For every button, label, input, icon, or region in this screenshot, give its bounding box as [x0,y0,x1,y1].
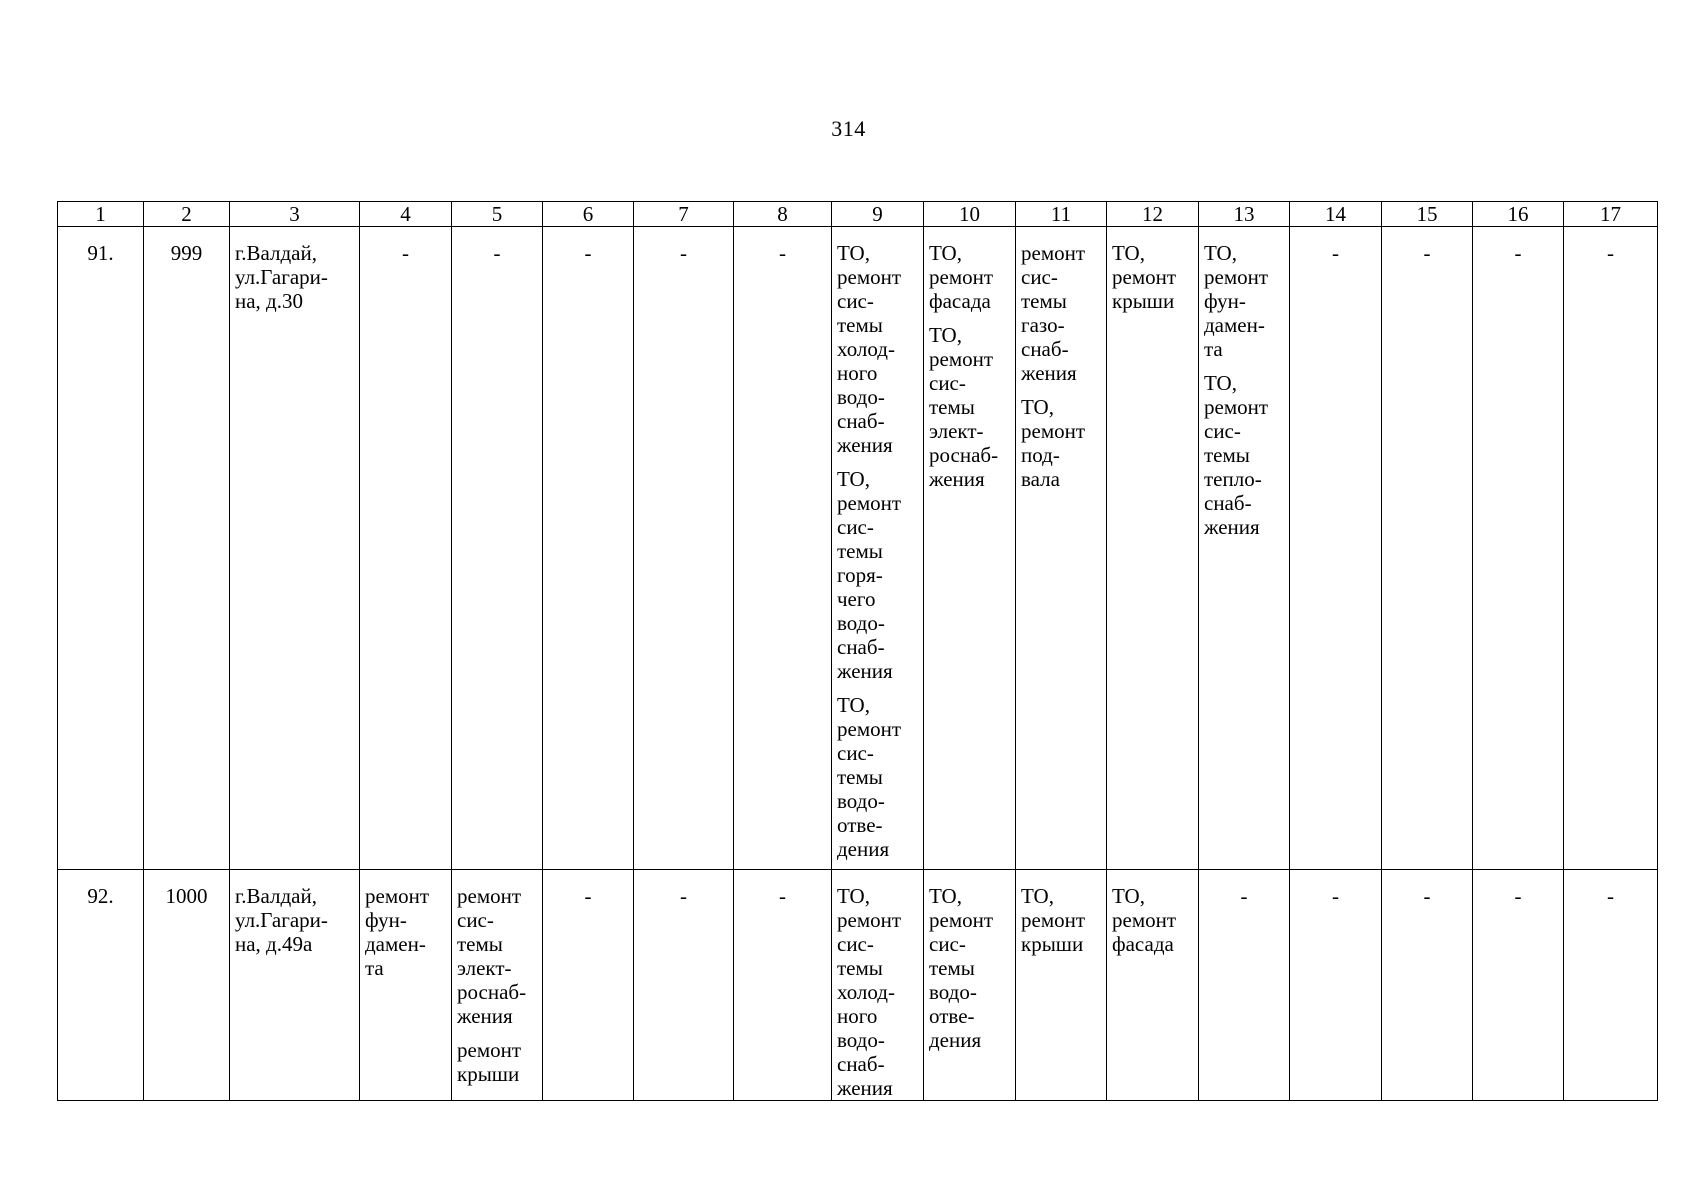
work-cell [1107,870,1199,1101]
work-cell [734,227,832,870]
work-cell [832,870,924,1101]
column-header: 10 [924,202,1016,227]
column-header: 8 [734,202,832,227]
work-cell [734,870,832,1101]
cell-value: - [1332,241,1339,265]
work-cell [1016,870,1107,1101]
work-cell [452,227,543,870]
cell-value: - [680,241,687,265]
cell-value: - [1607,884,1614,908]
work-cell [1199,870,1290,1101]
cell-value: - [584,884,592,908]
address-cell [230,227,360,870]
address-text: г.Валдай, ул.Гагари- на, д.30 [235,241,328,313]
work-cell [543,227,634,870]
work-entry: ТО, ремонт сис- темы тепло- снаб- жения [1204,371,1269,539]
work-cell [1199,227,1290,870]
column-header: 11 [1016,202,1107,227]
column-header: 1 [58,202,144,227]
cell-value: - [1332,884,1339,908]
column-header: 3 [230,202,360,227]
work-entry: ТО, ремонт фун- дамен- та [1204,241,1269,361]
column-header: 7 [634,202,734,227]
work-cell [1382,227,1473,870]
column-header: 12 [1107,202,1199,227]
column-header: 4 [360,202,452,227]
header-row [58,202,1658,227]
works-table [57,201,1658,1101]
work-entry: ТО, ремонт сис- темы элект- роснаб- жения [929,323,999,491]
cell-value: - [680,884,687,908]
cell-value: - [402,241,409,265]
work-cell [1564,227,1658,870]
work-cell [360,227,452,870]
work-entry: ТО, ремонт сис- темы водо- отве- дения [929,884,994,1052]
work-entry: ТО, ремонт сис- темы холод- ного водо- снаб- жения [837,884,902,1100]
row-code: 1000 [144,870,230,1101]
work-cell [1107,227,1199,870]
cell-value: - [1514,884,1522,908]
cell-value: - [1607,241,1614,265]
work-entry: ТО, ремонт крыши [1021,884,1086,956]
cell-value: - [1423,241,1431,265]
column-header: 14 [1290,202,1382,227]
work-entry: ТО, ремонт сис- темы водо- отве- дения [837,693,902,861]
column-header: 5 [452,202,543,227]
cell-value: - [779,241,786,265]
column-header: 6 [543,202,634,227]
work-cell [924,227,1016,870]
work-entry: ТО, ремонт фасада [929,241,994,313]
work-cell [1473,227,1564,870]
work-entry: ремонт фун- дамен- та [365,884,430,980]
column-header: 16 [1473,202,1564,227]
cell-value: - [1240,884,1248,908]
work-cell [1564,870,1658,1101]
row-number: 92. [58,870,144,1101]
work-cell [634,870,734,1101]
table-row [58,870,1658,1101]
work-entry: ТО, ремонт сис- темы холод- ного водо- снаб- жения [837,241,902,457]
cell-value: - [1423,884,1431,908]
column-header: 15 [1382,202,1473,227]
work-cell [924,870,1016,1101]
cell-value: - [493,241,501,265]
cell-value: - [1514,241,1522,265]
row-code: 999 [144,227,230,870]
work-entry: ТО, ремонт фасада [1112,884,1177,956]
work-entry: ремонт сис- темы газо- снаб- жения [1021,241,1086,385]
work-cell [1290,227,1382,870]
work-entry: ТО, ремонт сис- темы горя- чего водо- снаб- жения [837,467,902,683]
work-cell [543,870,634,1101]
address-cell [230,870,360,1101]
work-cell [634,227,734,870]
work-entry: ремонт крыши [457,1038,522,1086]
work-cell [1382,870,1473,1101]
column-header: 17 [1564,202,1658,227]
address-text: г.Валдай, ул.Гагари- на, д.49а [235,884,328,956]
column-header: 2 [144,202,230,227]
row-number: 91. [58,227,144,870]
cell-value: - [584,241,592,265]
column-header: 13 [1199,202,1290,227]
work-entry: ремонт сис- темы элект- роснаб- жения [457,884,527,1028]
work-cell [360,870,452,1101]
work-cell [1016,227,1107,870]
cell-value: - [779,884,786,908]
work-cell [832,227,924,870]
table-row [58,227,1658,870]
column-header: 9 [832,202,924,227]
work-entry: ТО, ремонт крыши [1112,241,1177,313]
work-cell [1473,870,1564,1101]
page-number: 314 [831,116,866,141]
work-cell [452,870,543,1101]
work-entry: ТО, ремонт под- вала [1021,395,1086,491]
work-cell [1290,870,1382,1101]
